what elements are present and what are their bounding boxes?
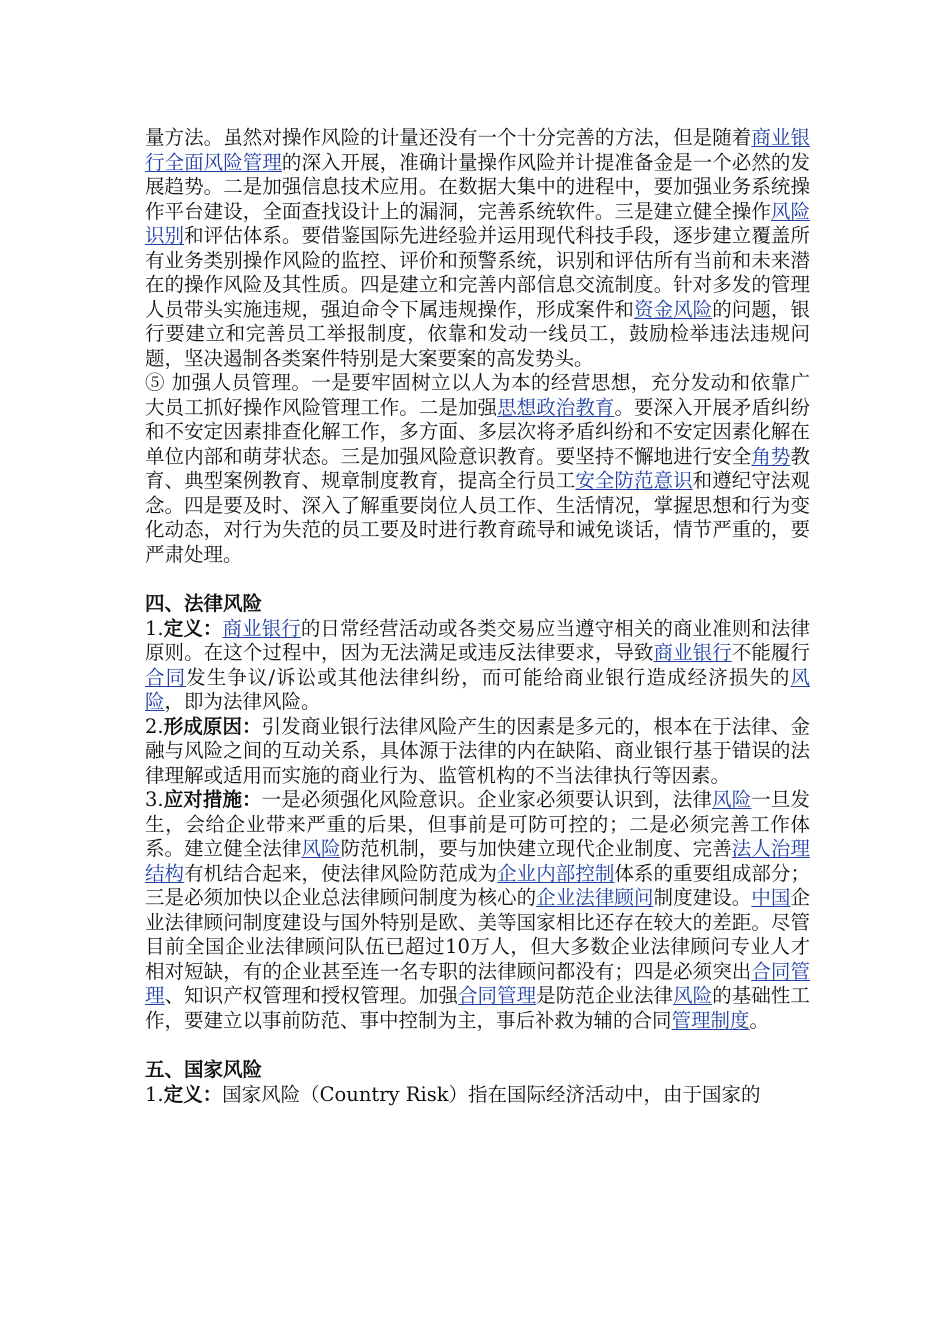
text-run: 不能履行 <box>731 641 810 664</box>
text-run: 国家风险（Country Risk）指在国际经济活动中，由于国家的 <box>222 1082 761 1106</box>
text-run: 和评估体系。要借鉴国际先进经验并运用现代科技手段，逐步建立覆盖所有业务类别操作风险的监控、评价和预警系统，识别和评估所有当前和未来潜在的操作风险及其性质。四是建立和完善内部信息交流制度。针对多发的管理人员带头实施违规，强迫命令下属违规操作，形成案件和 <box>145 224 810 321</box>
text-run: 的深入开展，准确计量操作风险并计提准备金是一个必然的发展趋势。二是加强信息技术应用。在数据大集中的进程中，要加强业务系统操作平台建设，全面查找设计上的漏洞，完善系统软件。三是建立健全操作 <box>145 150 810 223</box>
term-link[interactable]: 管理制度 <box>671 1008 750 1032</box>
term-link[interactable]: 风险 <box>673 984 713 1007</box>
text-run: 1. <box>145 1082 164 1106</box>
text-run: 引发商业银行法律风险产生的因素是多元的，根本在于法律、金融与风险之间的互动关系，具体源于法律的内在缺陷、商业银行基于错误的法律理解或适用而实施的商业行为、监管机构的不当法律执行等因素。 <box>145 714 810 787</box>
term-link[interactable]: 合同管理 <box>457 984 537 1007</box>
text-run: 量方法。虽然对操作风险的计量还没有一个十分完善的方法，但是随着 <box>145 126 752 149</box>
term-label: 定义： <box>163 616 223 640</box>
section-gap <box>145 1033 810 1058</box>
text-run: 的问题，银行要建立和完善员工举报制度，依靠和发动一线员工，鼓励检举违法违规问题，坚决遏制各类案件特别是大案要案的高发势头。 <box>145 297 810 370</box>
paragraph <box>145 1083 810 1108</box>
term-link[interactable]: 风险 <box>712 788 752 811</box>
term-link[interactable]: 角势 <box>751 444 791 468</box>
text-run: ⑤ 加强人员管理。一是要牢固树立以人为本的经营思想，充分发动和依靠广大员工抓好操作风险管理工作。二是加强 <box>145 371 810 419</box>
text-run: 教育、典型案例教育、规章制度教育，提高全行员工 <box>145 444 810 492</box>
text-run: ，即为法律风险。 <box>164 690 321 713</box>
text-run: 体系的重要组成部分；三是必须加快以企业总法律顾问制度为核心的 <box>145 861 810 909</box>
paragraph <box>145 788 810 1033</box>
text-run: 五、国家风险 <box>145 1058 263 1081</box>
text-run: 的基础性工作，要建立以事前防范、事中控制为主，事后补救为辅的合同 <box>145 984 810 1032</box>
term-link[interactable]: 中国 <box>751 886 791 909</box>
text-run: 。 <box>749 1008 770 1032</box>
term-link[interactable]: 思想政治教育 <box>497 395 615 419</box>
term-link[interactable]: 法人治理结构 <box>145 837 810 885</box>
paragraph <box>145 126 810 371</box>
text-run: 和遵纪守法观念。四是要及时、深入了解重要岗位人员工作、生活情况，掌握思想和行为变化动态，对行为失范的员工要及时进行教育疏导和诫免谈话，情节严重的，要严肃处理。 <box>145 469 810 566</box>
paragraph <box>145 715 810 789</box>
term-link[interactable]: 商业银行全面风险管理 <box>145 126 810 174</box>
section-heading <box>145 1058 810 1083</box>
term-link[interactable]: 风险 <box>301 837 341 860</box>
text-run: 防范机制，要与加快建立现代企业制度、完善 <box>340 837 732 860</box>
paragraph <box>145 371 810 567</box>
paragraph <box>145 617 810 715</box>
term-label: 形成原因： <box>163 714 262 738</box>
document-page <box>145 126 810 1107</box>
text-run: 是防范企业法律 <box>536 984 674 1007</box>
term-link[interactable]: 风险 <box>145 665 810 713</box>
text-run: 2. <box>145 714 164 738</box>
term-link[interactable]: 企业法律顾问 <box>536 886 654 909</box>
text-run: 一是必须强化风险意识。企业家必须要认识到，法律 <box>261 788 713 811</box>
term-label: 应对措施： <box>163 788 262 811</box>
term-link[interactable]: 商业银行 <box>222 616 301 640</box>
term-label: 定义： <box>163 1082 223 1106</box>
text-run: 四、法律风险 <box>145 592 263 615</box>
term-link[interactable]: 合同 <box>145 665 187 689</box>
text-run: 发生争议/诉讼或其他法律纠纷，而可能给商业银行造成经济损失的 <box>186 665 791 689</box>
text-run: 有机结合起来，使法律风险防范成为 <box>184 861 498 885</box>
term-link[interactable]: 风险识别 <box>145 199 810 247</box>
text-run: 制度建设。 <box>653 886 752 909</box>
term-link[interactable]: 资金风险 <box>633 297 713 321</box>
text-run: 3. <box>145 788 164 811</box>
text-run: 。要深入开展矛盾纠纷和不安定因素排查化解工作，多方面、多层次将矛盾纠纷和不安定因素化解在单位内部和萌芽状态。三是加强风险意识教育。要坚持不懈地进行安全 <box>145 395 810 468</box>
term-link[interactable]: 安全防范意识 <box>575 469 693 492</box>
text-run: 一旦发生，会给企业带来严重的后果，但事前是可防可控的；二是必须完善工作体系。建立健全法律 <box>145 788 810 860</box>
text-run: 的日常经营活动或各类交易应当遵守相关的商业准则和法律原则。在这个过程中，因为无法满足或违反法律要求，导致 <box>145 616 810 664</box>
text-run: 1. <box>145 616 164 640</box>
section-heading <box>145 592 810 617</box>
term-link[interactable]: 合同管理 <box>145 959 810 1007</box>
term-link[interactable]: 企业内部控制 <box>497 861 615 885</box>
text-run: 、知识产权管理和授权管理。加强 <box>164 984 458 1007</box>
term-link[interactable]: 商业银行 <box>653 641 732 664</box>
text-run: 企业法律顾问制度建设与国外特别是欧、美等国家相比还存在较大的差距。尽管目前全国企业法律顾问队伍已超过10万人，但大多数企业法律顾问专业人才相对短缺，有的企业甚至连一名专职的法律顾问都没有；四是必须突出 <box>145 886 810 983</box>
section-gap <box>145 567 810 592</box>
